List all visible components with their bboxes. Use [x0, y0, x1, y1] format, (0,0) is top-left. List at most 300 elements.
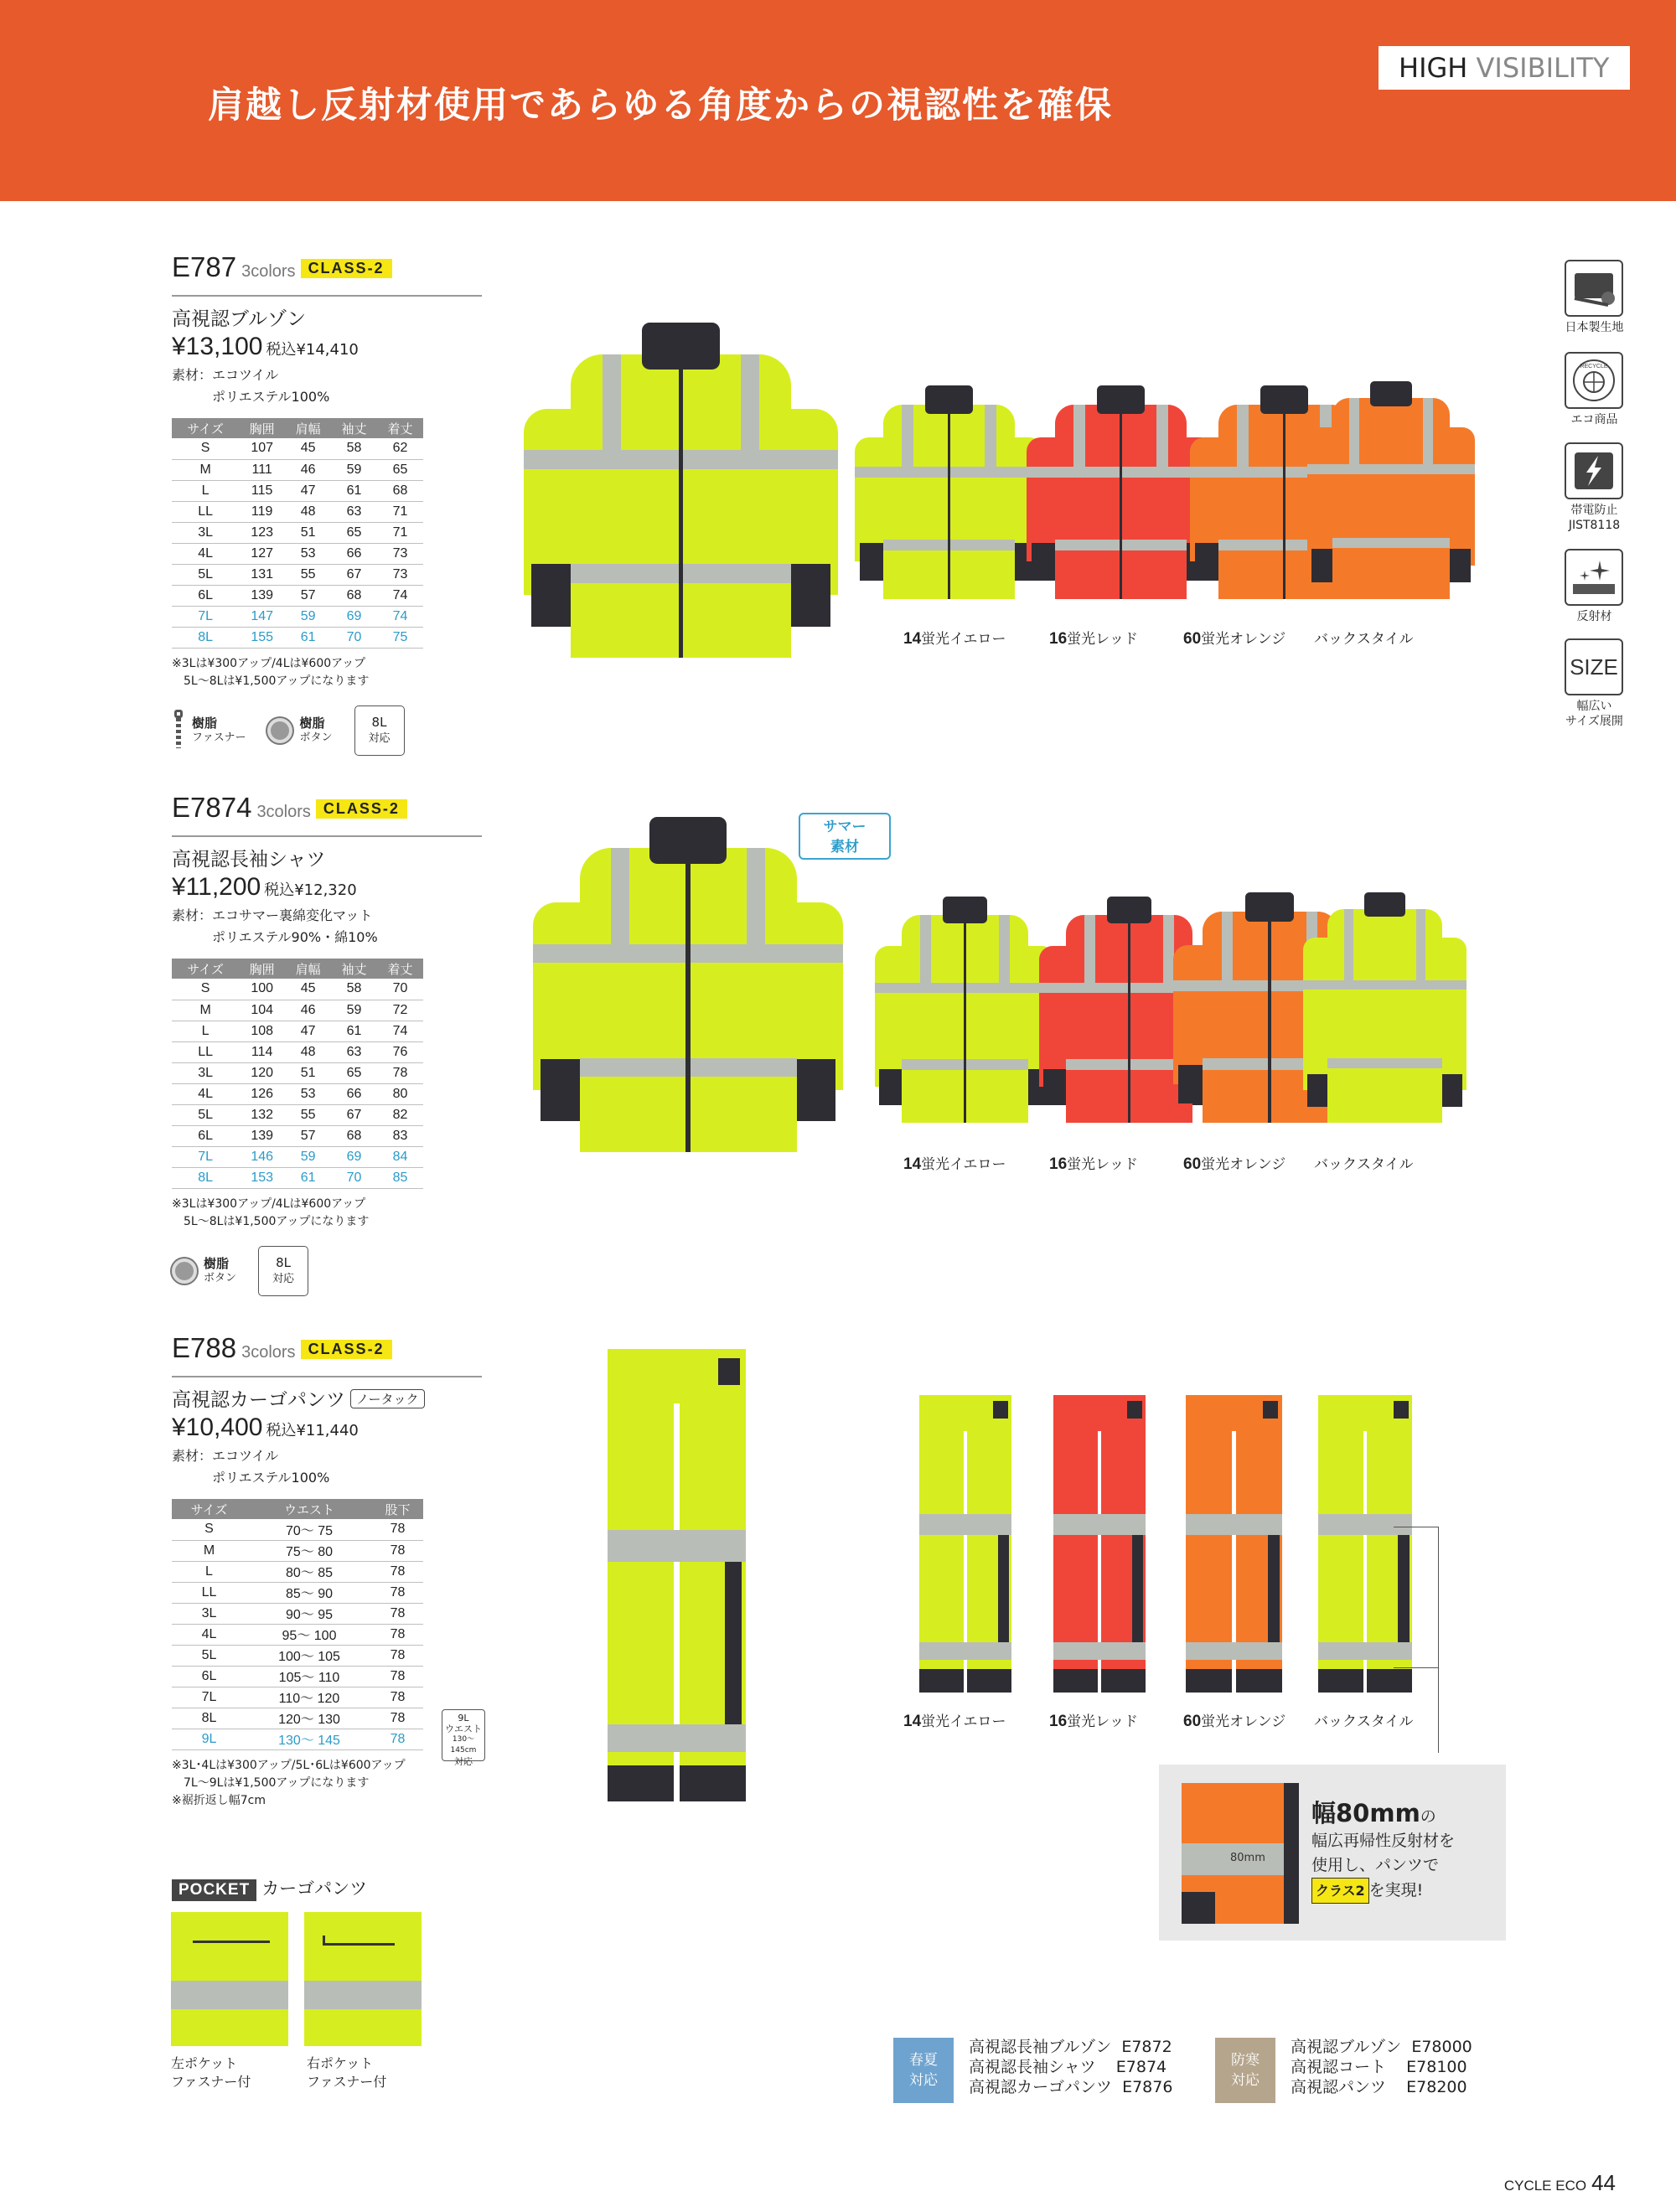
size-table-cell: 147 [239, 606, 285, 627]
size-support-box [258, 1246, 308, 1296]
size-table-cell: M [172, 459, 239, 480]
left-pocket-1: 左ポケット [171, 2055, 238, 2071]
reflective-shoulder-left [1222, 912, 1234, 980]
reflective-stripe-waist [1327, 1058, 1442, 1068]
jacket-back-image [1307, 381, 1475, 599]
belt-panel [1394, 1401, 1409, 1419]
feature-zip [172, 710, 246, 752]
sidebar-label-reflector: 反射材 [1576, 610, 1612, 623]
reflective-shoulder-right [1423, 398, 1433, 464]
reflective-shoulder-right [747, 848, 765, 944]
color-label: 蛍光レッド [1067, 1713, 1138, 1730]
feature-row [172, 705, 482, 756]
size-table-cell: 7L [172, 1687, 246, 1708]
size-table-row [172, 459, 423, 480]
size-table-cell: 7L [172, 1146, 239, 1167]
color-caption [903, 1709, 1006, 1731]
size-table-row [172, 1062, 423, 1083]
jacket-image [533, 817, 843, 1152]
size-table-row [172, 501, 423, 522]
size-table-cell: 3L [172, 1062, 239, 1083]
front-placket [685, 855, 691, 1152]
sidebar-antistatic-1: 帯電防止 [1570, 504, 1618, 517]
season-winter-2: 対応 [1231, 2072, 1260, 2089]
front-placket [679, 362, 684, 658]
reflective-stripe-waist [1332, 538, 1450, 548]
size-table-cell: LL [172, 1041, 239, 1062]
class-badge: CLASS-2 [316, 799, 407, 819]
reflector-line-3: 使用し、パンツで [1311, 1856, 1440, 1874]
material-line-2: ポリエステル100% [212, 1470, 330, 1486]
size-table-cell: 59 [331, 1000, 377, 1021]
front-placket [1120, 409, 1122, 599]
size-table-cell: 78 [377, 1062, 423, 1083]
right-hem [680, 1765, 746, 1801]
note-line-1: ※3Lは¥300アップ/4Lは¥600アップ [172, 1196, 366, 1211]
callout-line-bottom [1394, 1667, 1438, 1668]
size-table-header-cell: 股下 [372, 1499, 423, 1519]
material-line-2: ポリエステル100% [212, 389, 330, 405]
size-table-row [172, 1167, 423, 1188]
feature-btn-1: 樹脂 [204, 1255, 230, 1271]
size-table-cell: 71 [377, 522, 423, 543]
reflector-line-2: 幅広再帰性反射材を [1311, 1832, 1456, 1850]
size-table-cell: 71 [377, 501, 423, 522]
size-table-cell: 68 [331, 1125, 377, 1146]
reflective-shoulder-left [1237, 405, 1249, 467]
front-placket [1268, 917, 1270, 1123]
size-table-cell: 78 [372, 1729, 423, 1749]
size-table-cell: 9L [172, 1729, 246, 1749]
color-caption [1183, 627, 1285, 649]
size-table-cell: 146 [239, 1146, 285, 1167]
size-table-cell: 59 [285, 606, 331, 627]
size-table-row [172, 1561, 423, 1582]
feature-btn-2: ボタン [204, 1271, 237, 1284]
size-table-header-cell: 胸囲 [239, 959, 285, 979]
jacket-image [524, 323, 838, 658]
season-badge-spring [893, 2038, 954, 2103]
sidebar-label-eco: エコ商品 [1570, 413, 1618, 426]
class-badge: CLASS-2 [301, 259, 392, 278]
size-table-cell: 61 [285, 1167, 331, 1188]
size-table-cell: 84 [377, 1146, 423, 1167]
reflective-shoulder-left [1344, 909, 1354, 980]
size-table-cell: 51 [285, 522, 331, 543]
size-table-cell: S [172, 979, 239, 1000]
size-table-cell: 59 [331, 459, 377, 480]
price-tax: 税込¥11,440 [266, 1422, 359, 1439]
size-table-header-cell: 胸囲 [239, 418, 285, 438]
reflective-shoulder-left [1349, 398, 1359, 464]
size-support-box [354, 705, 405, 756]
color-label: 蛍光イエロー [921, 1156, 1006, 1173]
reflective-shoulder-right [741, 354, 760, 451]
note-line-3: ※裾折返し幅7cm [172, 1793, 266, 1807]
material [172, 905, 482, 948]
size-table-cell: L [172, 480, 239, 501]
reflector-text [1311, 1801, 1455, 1904]
size-table-row [172, 1645, 423, 1666]
color-number: 60 [1183, 630, 1202, 648]
material-line-2: ポリエステル90%・綿10% [212, 929, 378, 945]
size-table-header-cell: 袖丈 [331, 418, 377, 438]
japan-fabric-icon [1565, 260, 1623, 317]
size-support-2: 対応 [272, 1272, 295, 1285]
class-badge: CLASS-2 [301, 1340, 392, 1359]
pocket-title: カーゴパンツ [261, 1879, 368, 1899]
product-code: E7874 [172, 792, 252, 823]
size-table-cell: 61 [285, 627, 331, 648]
color-count: 3colors [241, 262, 296, 281]
color-number: 60 [1183, 1155, 1202, 1173]
size-table-header [172, 959, 423, 979]
size-table-cell: 120～ 130 [246, 1708, 372, 1729]
jacket-back-image [1303, 892, 1466, 1123]
summer-2: 素材 [830, 839, 859, 855]
color-count: 3colors [256, 803, 311, 821]
right-pocket-1: 右ポケット [307, 2055, 374, 2071]
size-table-cell: 48 [285, 1041, 331, 1062]
size-table-cell: 132 [239, 1104, 285, 1125]
size-table-cell: 55 [285, 564, 331, 585]
product-name: 高視認ブルゾン [172, 308, 307, 330]
size-table-cell: 59 [285, 1146, 331, 1167]
right-pocket-image [304, 1912, 422, 2046]
color-caption [1049, 627, 1138, 649]
right-pocket-2: ファスナー付 [307, 2074, 387, 2090]
size-table-cell: 70 [331, 1167, 377, 1188]
size-table-header-cell: サイズ [172, 418, 239, 438]
product-price [172, 873, 482, 902]
size-table-cell: 61 [331, 1021, 377, 1041]
size-table-cell: 48 [285, 501, 331, 522]
size-table-cell: 78 [372, 1561, 423, 1582]
reflective-knee-band [608, 1530, 746, 1562]
color-number: 16 [1049, 1155, 1068, 1173]
size-table-cell: 73 [377, 543, 423, 564]
size-table-cell: 46 [285, 1000, 331, 1021]
size-table-cell: 68 [331, 585, 377, 606]
size-table-cell: 68 [377, 480, 423, 501]
right-hem [1101, 1669, 1146, 1693]
antistatic-bolt-icon [1565, 442, 1623, 499]
reflective-hem-band [919, 1642, 1011, 1660]
material-line-1: 素材：エコサマー裏綿変化マット [172, 907, 373, 923]
product-name [172, 1384, 482, 1412]
size-table-cell: 78 [372, 1708, 423, 1729]
size-table-cell: 114 [239, 1041, 285, 1062]
season-spring-1: 春夏 [909, 2052, 938, 2069]
size-table-cell: 153 [239, 1167, 285, 1188]
left-pocket-image [171, 1912, 288, 2046]
size-table-header [172, 418, 423, 438]
size-table-cell: 6L [172, 585, 239, 606]
product-code: E788 [172, 1332, 237, 1363]
category-badge [1379, 46, 1630, 90]
jacket-image [855, 385, 1043, 599]
color-label: 蛍光イエロー [921, 631, 1006, 648]
size-table-row [172, 1041, 423, 1062]
size-table-cell: 127 [239, 543, 285, 564]
summer-1: サマー [823, 819, 866, 835]
reflective-shoulder-left [603, 354, 622, 451]
size-table-cell: 63 [331, 1041, 377, 1062]
size-table-cell: 104 [239, 1000, 285, 1021]
color-number: 16 [1049, 1713, 1068, 1730]
sidebar-size-2: サイズ展開 [1565, 715, 1623, 728]
waist-support-2: ウエスト [445, 1724, 482, 1734]
reflector-size-label: 80mm [1230, 1852, 1265, 1864]
size-table-cell: 6L [172, 1666, 246, 1687]
color-number: 16 [1049, 630, 1068, 648]
size-table-cell: 115 [239, 480, 285, 501]
size-table-row [172, 1729, 423, 1749]
left-hem [608, 1765, 674, 1801]
reflective-shoulder-left [902, 405, 913, 467]
size-table-cell: 78 [372, 1540, 423, 1561]
belt-panel [1263, 1401, 1278, 1419]
note-line-2: 7L～9Lは¥1,500アップになります [184, 1775, 370, 1790]
size-table-header-cell: ウエスト [246, 1499, 372, 1519]
size-table-cell: 120 [239, 1062, 285, 1083]
size-table-row [172, 1125, 423, 1146]
left-hem [919, 1669, 964, 1693]
size-table-cell: 67 [331, 564, 377, 585]
size-table-cell: 74 [377, 1021, 423, 1041]
season-list-winter: 高視認ブルゾン E78000 高視認コート E78100 高視認パンツ E78200 [1291, 2038, 1472, 2096]
reflective-hem-band [1186, 1642, 1282, 1660]
size-table-row [172, 585, 423, 606]
size-table-row [172, 543, 423, 564]
reflective-shoulder-right [1416, 909, 1426, 980]
size-table-cell: 66 [331, 1083, 377, 1104]
size-table-cell: 62 [377, 438, 423, 459]
material [172, 364, 482, 408]
size-table-header-cell: 肩幅 [285, 959, 331, 979]
size-table-cell: 7L [172, 606, 239, 627]
reflective-shoulder-right [985, 405, 996, 467]
size-table-cell: 47 [285, 480, 331, 501]
size-table-cell: 8L [172, 1167, 239, 1188]
product-block-e787 [172, 251, 482, 756]
price-value: ¥13,100 [172, 333, 263, 360]
color-label: 蛍光オレンジ [1201, 631, 1286, 648]
size-table-cell: 108 [239, 1021, 285, 1041]
size-notes [172, 1757, 482, 1810]
product-code-row [172, 792, 482, 837]
size-table-row [172, 1540, 423, 1561]
size-table-cell: 70 [377, 979, 423, 1000]
note-line-2: 5L～8Lは¥1,500アップになります [184, 1214, 370, 1228]
color-number: 14 [903, 630, 922, 648]
no-tuck-tag: ノータック [350, 1389, 425, 1408]
size-table [172, 959, 423, 1189]
size-table-cell: 51 [285, 1062, 331, 1083]
reflective-shoulder-right [999, 915, 1010, 983]
size-table-cell: 53 [285, 1083, 331, 1104]
size-table-cell: 45 [285, 979, 331, 1000]
size-table-cell: 57 [285, 585, 331, 606]
note-line-2: 5L～8Lは¥1,500アップになります [184, 674, 370, 688]
reflective-stripe-chest [1303, 980, 1466, 990]
material [172, 1445, 482, 1489]
size-table-cell: 72 [377, 1000, 423, 1021]
size-table-cell: 74 [377, 606, 423, 627]
size-table-header-cell: サイズ [172, 1499, 246, 1519]
season-badge-winter [1215, 2038, 1275, 2103]
pants-image [919, 1395, 1011, 1693]
feature-btn-1: 樹脂 [299, 715, 325, 731]
size-table-header-cell: 着丈 [377, 959, 423, 979]
size-table-cell: 58 [331, 979, 377, 1000]
button-icon [267, 718, 292, 743]
zipper-icon [172, 710, 185, 752]
jacket-image [875, 897, 1055, 1123]
left-hem [1053, 1669, 1098, 1693]
sidebar-label-japan: 日本製生地 [1565, 321, 1624, 334]
color-label: 蛍光オレンジ [1201, 1156, 1286, 1173]
product-name: 高視認長袖シャツ [172, 849, 326, 871]
material-line-1: 素材：エコツイル [172, 1448, 279, 1464]
size-table-cell: 5L [172, 1645, 246, 1666]
size-table-cell: M [172, 1000, 239, 1021]
size-table-cell: 85～ 90 [246, 1582, 372, 1603]
pants-image [608, 1349, 746, 1801]
category-badge-word-1: HIGH [1399, 52, 1468, 84]
size-table-row [172, 1708, 423, 1729]
callout-line [1438, 1527, 1439, 1753]
size-table-cell: L [172, 1021, 239, 1041]
front-placket [964, 919, 966, 1123]
price-value: ¥11,200 [172, 873, 261, 901]
waist-support-1: 9L [458, 1713, 469, 1724]
size-table-cell: 5L [172, 564, 239, 585]
side-panel [725, 1562, 742, 1724]
color-count: 3colors [241, 1343, 296, 1362]
color-label: バックスタイル [1314, 1156, 1414, 1173]
pants-image [1053, 1395, 1146, 1693]
size-table-cell: 83 [377, 1125, 423, 1146]
front-placket [1283, 409, 1285, 599]
size-table-cell: 63 [331, 501, 377, 522]
right-hem [1236, 1669, 1282, 1693]
size-table-cell: 65 [377, 459, 423, 480]
pocket-heading [172, 1875, 367, 1901]
size-table-cell: 78 [372, 1687, 423, 1708]
reflective-shoulder-left [611, 848, 629, 944]
size-table-cell: 130～ 145 [246, 1729, 372, 1749]
size-table-row [172, 564, 423, 585]
size-table-header-cell: 着丈 [377, 418, 423, 438]
size-table-cell: 74 [377, 585, 423, 606]
color-number: 14 [903, 1155, 922, 1173]
size-table-row [172, 1666, 423, 1687]
size-table-cell: 65 [331, 522, 377, 543]
size-table-header-cell: 袖丈 [331, 959, 377, 979]
product-price [172, 1414, 482, 1442]
size-table-cell: LL [172, 1582, 246, 1603]
note-line-1: ※3Lは¥300アップ/4Lは¥600アップ [172, 656, 366, 670]
jacket-image [1027, 385, 1215, 599]
reflector-closeup-image [1182, 1783, 1299, 1924]
size-table-cell: 4L [172, 1624, 246, 1645]
price-value: ¥10,400 [172, 1414, 263, 1441]
size-support-1: 8L [371, 714, 387, 730]
size-table-cell: 4L [172, 1083, 239, 1104]
collar [1370, 381, 1412, 406]
size-table-cell: 55 [285, 1104, 331, 1125]
feature-zip-1: 樹脂 [192, 715, 218, 731]
size-table-row [172, 1000, 423, 1021]
reflective-knee-band [1053, 1514, 1146, 1535]
size-table-cell: 57 [285, 1125, 331, 1146]
reflective-hem-band [1318, 1642, 1412, 1660]
size-table-cell: 75～ 80 [246, 1540, 372, 1561]
size-table-cell: 70～ 75 [246, 1519, 372, 1540]
size-table-cell: 90～ 95 [246, 1603, 372, 1624]
size-table-cell: 155 [239, 627, 285, 648]
left-pocket-caption [171, 2054, 251, 2091]
reflective-shoulder-right [1156, 405, 1168, 467]
feature-btn-2: ボタン [299, 731, 333, 744]
reflector-line-1b: の [1420, 1807, 1436, 1826]
color-label: 蛍光イエロー [921, 1713, 1006, 1730]
recycle-globe-icon [1565, 352, 1623, 409]
product-name-text: 高視認カーゴパンツ [172, 1389, 345, 1411]
sidebar-label-size [1546, 699, 1642, 729]
color-caption [1314, 627, 1414, 649]
size-table-header-cell: サイズ [172, 959, 239, 979]
reflector-class-badge: クラス2 [1311, 1878, 1369, 1904]
size-table-row [172, 979, 423, 1000]
left-hem [1186, 1669, 1232, 1693]
color-caption [1049, 1152, 1138, 1174]
season-list-spring: 高視認長袖ブルゾン E7872 高視認長袖シャツ E7874 高視認カーゴパンツ E7876 [969, 2038, 1173, 2096]
size-table-cell: 131 [239, 564, 285, 585]
size-table-cell: 123 [239, 522, 285, 543]
size-table-cell: 139 [239, 1125, 285, 1146]
product-code-row [172, 251, 482, 297]
size-table-cell: 80～ 85 [246, 1561, 372, 1582]
page-title: 肩越し反射材使用であらゆる角度からの視認性を確保 [208, 85, 1113, 127]
color-label: バックスタイル [1314, 631, 1414, 648]
reflective-stripe-chest [1307, 464, 1475, 474]
size-table-row [172, 480, 423, 501]
size-table-cell: 61 [331, 480, 377, 501]
size-table-cell: 4L [172, 543, 239, 564]
feature-button [267, 716, 332, 745]
size-table-cell: 107 [239, 438, 285, 459]
footer-brand: CYCLE ECO [1503, 2178, 1587, 2194]
reflective-hem-band [608, 1724, 746, 1751]
size-table-row [172, 1104, 423, 1125]
size-table-row [172, 1603, 423, 1624]
size-table-cell: 8L [172, 627, 239, 648]
price-tax: 税込¥12,320 [264, 881, 357, 899]
size-table-row [172, 438, 423, 459]
size-table-cell: 65 [331, 1062, 377, 1083]
size-table-cell: S [172, 1519, 246, 1540]
page-footer [1504, 2170, 1616, 2196]
feature-zip-2: ファスナー [192, 731, 246, 744]
size-table-cell: 53 [285, 543, 331, 564]
reflective-shoulder-left [1073, 405, 1085, 467]
size-notes [172, 1196, 482, 1231]
size-table-cell: 100～ 105 [246, 1645, 372, 1666]
size-range-icon [1565, 638, 1623, 695]
pocket-key: POCKET [172, 1879, 256, 1901]
